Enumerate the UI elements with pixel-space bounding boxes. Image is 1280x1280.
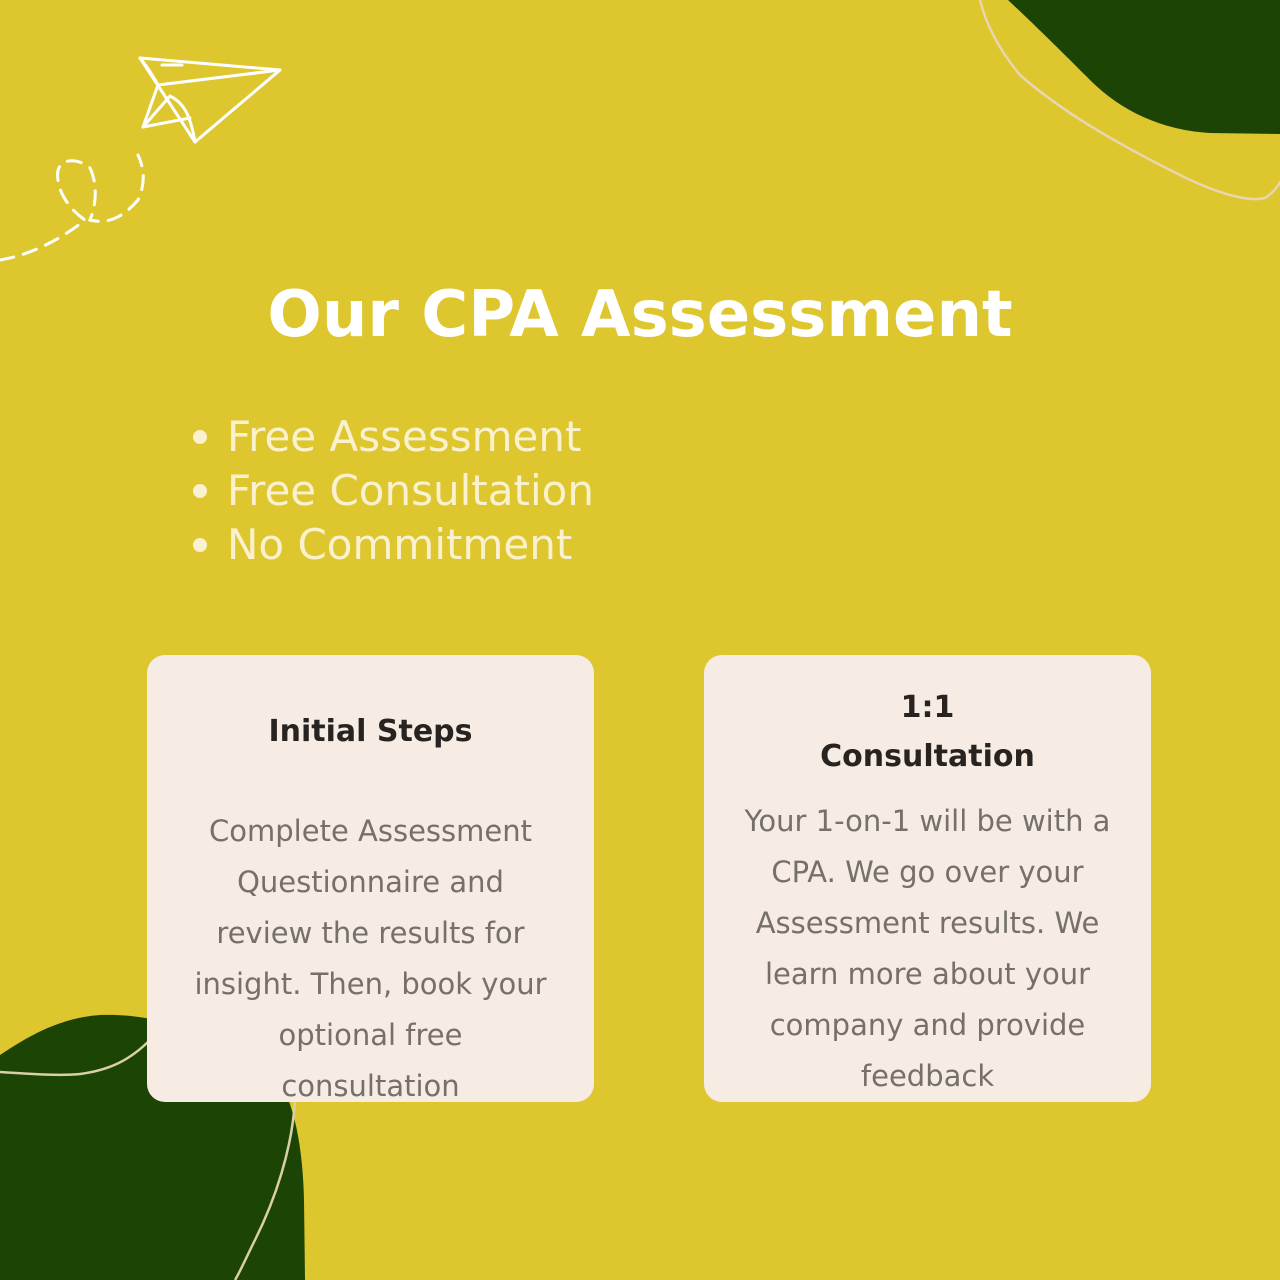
card-initial-steps: [147, 655, 594, 1102]
highlight-label: Free Assessment: [227, 412, 582, 461]
card-body: Complete Assessment Questionnaire and review the results for insight. Then, book your optional free consultation: [194, 814, 547, 1103]
card-consultation: [704, 655, 1151, 1102]
card-title: Initial Steps: [268, 714, 473, 749]
bullet-icon: [193, 484, 207, 498]
blob-top-right: [1008, 0, 1280, 134]
highlight-label: No Commitment: [227, 520, 573, 569]
page-title: Our CPA Assessment: [267, 278, 1013, 352]
card-body: Your 1-on-1 will be with a CPA. We go over your Assessment results. We learn more about your company and provide feedback: [744, 804, 1111, 1093]
card-title: 1:1 Consultation: [820, 690, 1035, 774]
paper-plane-icon: [140, 58, 280, 142]
bullet-icon: [193, 538, 207, 552]
highlight-item: [190, 410, 594, 464]
bullet-icon: [193, 430, 207, 444]
highlight-item: [190, 464, 594, 518]
highlight-item: [190, 518, 594, 572]
highlights-list: [190, 410, 594, 572]
dashed-flight-path-icon: [0, 155, 143, 260]
highlight-label: Free Consultation: [227, 466, 594, 515]
